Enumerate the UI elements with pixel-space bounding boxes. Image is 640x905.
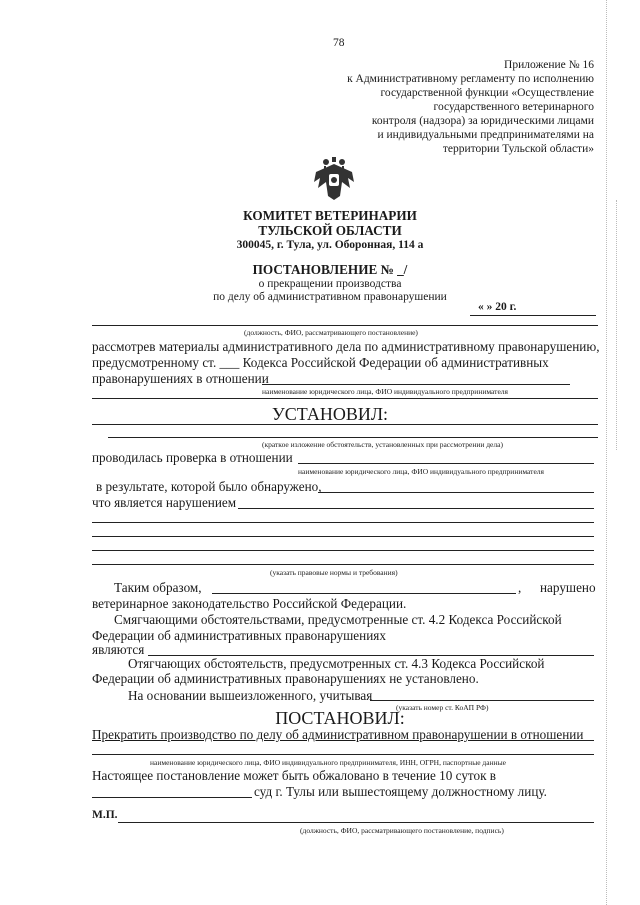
seal-label: М.П. [92, 809, 118, 821]
scan-edge-mark [616, 200, 617, 450]
document-title: ПОСТАНОВЛЕНИЕ № _/ [252, 262, 408, 277]
organization-name: КОМИТЕТ ВЕТЕРИНАРИИ [243, 208, 417, 223]
blank-line [92, 398, 598, 399]
date-line [470, 315, 596, 316]
coat-of-arms-emblem [312, 156, 356, 202]
blank-line [92, 424, 598, 425]
paragraph-text: проводилась проверка в отношении [92, 450, 293, 465]
blank-line [92, 522, 594, 523]
blank-line [370, 700, 594, 701]
blank-line [238, 508, 594, 509]
organization-address: 300045, г. Тула, ул. Оборонная, 114 а [236, 239, 424, 251]
blank-line [92, 754, 594, 755]
appendix-line: государственного ветеринарного [433, 101, 594, 113]
section-heading-established: УСТАНОВИЛ: [271, 404, 389, 424]
blank-line [92, 564, 594, 565]
paragraph-text: суд г. Тулы или вышестоящему должностному лицу. [254, 784, 547, 799]
paragraph-text: являются [92, 642, 145, 657]
paragraph-text: На основании вышеизложенного, учитывая [128, 688, 373, 703]
paragraph-text: Настоящее постановление может быть обжаловано в течение 10 суток в [92, 768, 497, 783]
document-subtitle: о прекращении производства [258, 278, 402, 290]
paragraph-text: Отягчающих обстоятельств, предусмотренных ст. 4.3 Кодекса Российской [128, 656, 545, 671]
document-date: « » 20 г. [478, 301, 517, 313]
page-number: 78 [333, 37, 345, 49]
entity-hint: наименование юридического лица, ФИО индивидуального предпринимателя [262, 387, 508, 396]
blank-line [92, 550, 594, 551]
entity-hint: наименование юридического лица, ФИО индивидуального предпринимателя, ИНН, ОГРН, паспортные данные [150, 758, 506, 767]
signature-line [118, 822, 594, 823]
document-subtitle: по делу об административном правонарушении [213, 291, 447, 303]
section-heading-resolved: ПОСТАНОВИЛ: [275, 708, 405, 728]
blank-line [108, 437, 598, 438]
scan-edge-mark [606, 0, 607, 905]
entity-line [262, 384, 570, 385]
organization-region: ТУЛЬСКОЙ ОБЛАСТИ [258, 223, 402, 238]
signature-hint: (должность, ФИО, рассматривающего постановление, подпись) [300, 826, 504, 835]
paragraph-text: Прекратить производство по делу об административном правонарушении в отношении [92, 727, 584, 742]
entity-hint: наименование юридического лица, ФИО индивидуального предпринимателя [298, 467, 544, 476]
paragraph-text: Смягчающими обстоятельствами, предусмотренные ст. 4.2 Кодекса Российской [114, 612, 562, 627]
appendix-line: территории Тульской области» [442, 143, 594, 155]
paragraph-text: правонарушениях в отношении [92, 371, 269, 386]
norms-hint: (указать правовые нормы и требования) [270, 568, 398, 577]
position-line [92, 325, 598, 326]
circumstances-hint: (краткое изложение обстоятельств, установленных при рассмотрении дела) [262, 440, 503, 449]
koap-hint: (указать номер ст. КоАП РФ) [396, 703, 489, 712]
blank-line [92, 536, 594, 537]
paragraph-text: рассмотрев материалы административного дела по административному правонарушению, [92, 339, 600, 354]
blank-line [540, 740, 594, 741]
appendix-line: к Административному регламенту по исполнению [347, 73, 594, 85]
paragraph-text: ветеринарное законодательство Российской Федерации. [92, 596, 407, 611]
paragraph-text: что является нарушением [92, 495, 237, 510]
paragraph-text: предусмотренному ст. ___ Кодекса Российской Федерации об административных [92, 355, 549, 370]
paragraph-text: Таким образом, [114, 580, 202, 595]
appendix-line: государственной функции «Осуществление [380, 87, 594, 99]
paragraph-text: Федерации об административных правонарушениях не установлено. [92, 671, 479, 686]
paragraph-text: Федерации об административных правонарушениях [92, 628, 386, 643]
entity-line [298, 463, 594, 464]
appendix-line: и индивидуальными предпринимателями на [377, 129, 594, 141]
appendix-line: контроля (надзора) за юридическими лицами [371, 115, 594, 127]
paragraph-text: в результате, которой было обнаружено, [96, 479, 322, 494]
paragraph-text: нарушено [540, 580, 596, 595]
blank-line [318, 492, 594, 493]
position-hint: (должность, ФИО, рассматривающего постановление) [244, 328, 418, 337]
appendix-line: Приложение № 16 [504, 59, 594, 71]
paragraph-text: , [518, 580, 522, 595]
blank-line [92, 797, 252, 798]
blank-line [212, 593, 516, 594]
